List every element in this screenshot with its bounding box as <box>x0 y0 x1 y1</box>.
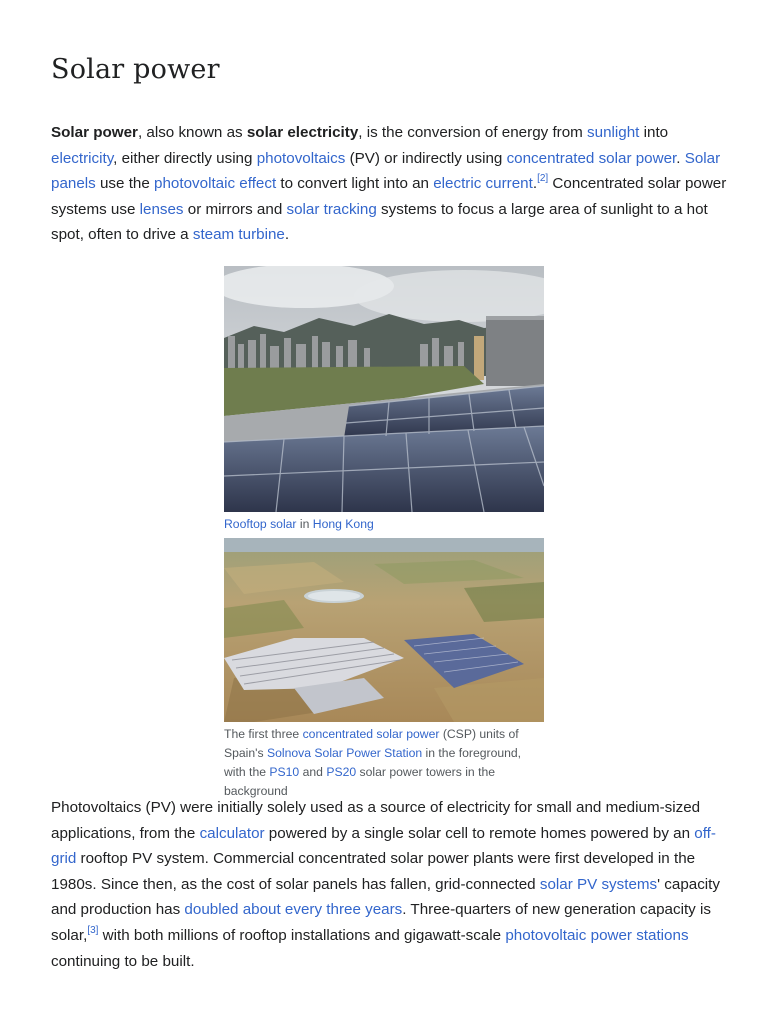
link-sunlight[interactable]: sunlight <box>587 124 640 141</box>
text-run: into <box>639 124 669 141</box>
link-photovoltaic-effect[interactable]: photovoltaic effect <box>154 175 277 193</box>
reference-link[interactable]: [3] <box>87 924 99 936</box>
text-run: , also known as <box>137 124 247 141</box>
text-run: . Three-quarters of new generation capacity is solar, <box>51 901 711 944</box>
link-lenses[interactable]: lenses <box>139 200 184 218</box>
text-run: Photovoltaics (PV) were initially solely used as a source of electricity for small and medium-sized applications, from the <box>51 799 701 842</box>
text-run: (CSP) units of Spain's <box>224 727 519 760</box>
link-concentrated-solar-power[interactable]: concentrated solar power <box>506 149 677 167</box>
link-solar-pv-systems[interactable]: solar PV systems <box>539 875 658 893</box>
link-steam-turbine[interactable]: steam turbine <box>192 226 285 244</box>
bold-term: solar electricity <box>246 124 359 141</box>
text-run: in <box>296 517 313 531</box>
link-ps10[interactable]: PS10 <box>269 765 300 779</box>
text-run: ' capacity and production has <box>51 875 720 919</box>
history-paragraph <box>51 795 731 974</box>
link-photovoltaics[interactable]: photovoltaics <box>256 149 346 167</box>
link-electricity[interactable]: electricity <box>51 149 114 167</box>
link-photovoltaic-power-stations[interactable]: photovoltaic power stations <box>505 926 689 944</box>
link-electric-current[interactable]: electric current <box>433 175 533 193</box>
text-run: . <box>284 226 290 244</box>
rooftop-solar-photo[interactable] <box>224 266 544 512</box>
text-run: powered by a single solar cell to remote homes powered by an <box>264 824 695 842</box>
text-run: in the foreground, with the <box>224 746 522 779</box>
intro-paragraph <box>51 120 731 248</box>
page-title: Solar power <box>51 54 220 85</box>
text-run: systems to focus a large area of sunlight to a hot spot, often to drive a <box>51 200 708 244</box>
text-run: to convert light into an <box>276 175 434 193</box>
text-run: use the <box>95 175 155 193</box>
text-run: . <box>676 149 685 167</box>
text-run: , is the conversion of energy from <box>358 124 588 141</box>
link-solnova-solar-power-station[interactable]: Solnova Solar Power Station <box>266 746 423 760</box>
figure-caption <box>224 725 544 801</box>
text-run: and <box>299 765 327 779</box>
link-off-grid[interactable]: off-grid <box>51 824 716 868</box>
text-run: . <box>532 175 538 193</box>
solnova-station-photo[interactable] <box>224 538 544 722</box>
text-run: with both millions of rooftop installations and gigawatt-scale <box>98 926 506 944</box>
bold-term: Solar power <box>51 124 138 141</box>
text-run: rooftop PV system. Commercial concentrated solar power plants were first developed in the 1980s. Since then, as the cost of solar panels has fallen, grid-connected <box>51 850 696 893</box>
link-calculator[interactable]: calculator <box>199 824 265 842</box>
text-run: or mirrors and <box>183 200 287 218</box>
text-run: The first three <box>224 727 303 741</box>
link-rooftop-solar[interactable]: Rooftop solar <box>224 517 297 531</box>
reference-link[interactable]: [2] <box>537 173 549 185</box>
text-run: (PV) or indirectly using <box>345 149 507 167</box>
link-solar-panels[interactable]: Solar panels <box>51 149 721 193</box>
link-ps20[interactable]: PS20 <box>326 765 357 779</box>
link-doubled-every-three-years[interactable]: doubled about every three years <box>184 901 403 919</box>
text-run: Concentrated solar power systems use <box>51 175 727 218</box>
text-run: solar power towers in the background <box>224 765 496 798</box>
link-solar-tracking[interactable]: solar tracking <box>286 200 377 218</box>
figure-solnova <box>224 538 544 801</box>
text-run: continuing to be built. <box>51 952 195 970</box>
text-run: , either directly using <box>113 149 257 167</box>
link-concentrated-solar-power[interactable]: concentrated solar power <box>302 727 440 741</box>
link-hong-kong[interactable]: Hong Kong <box>312 517 374 531</box>
figure-rooftop-solar <box>224 266 544 534</box>
figure-caption <box>224 515 544 534</box>
